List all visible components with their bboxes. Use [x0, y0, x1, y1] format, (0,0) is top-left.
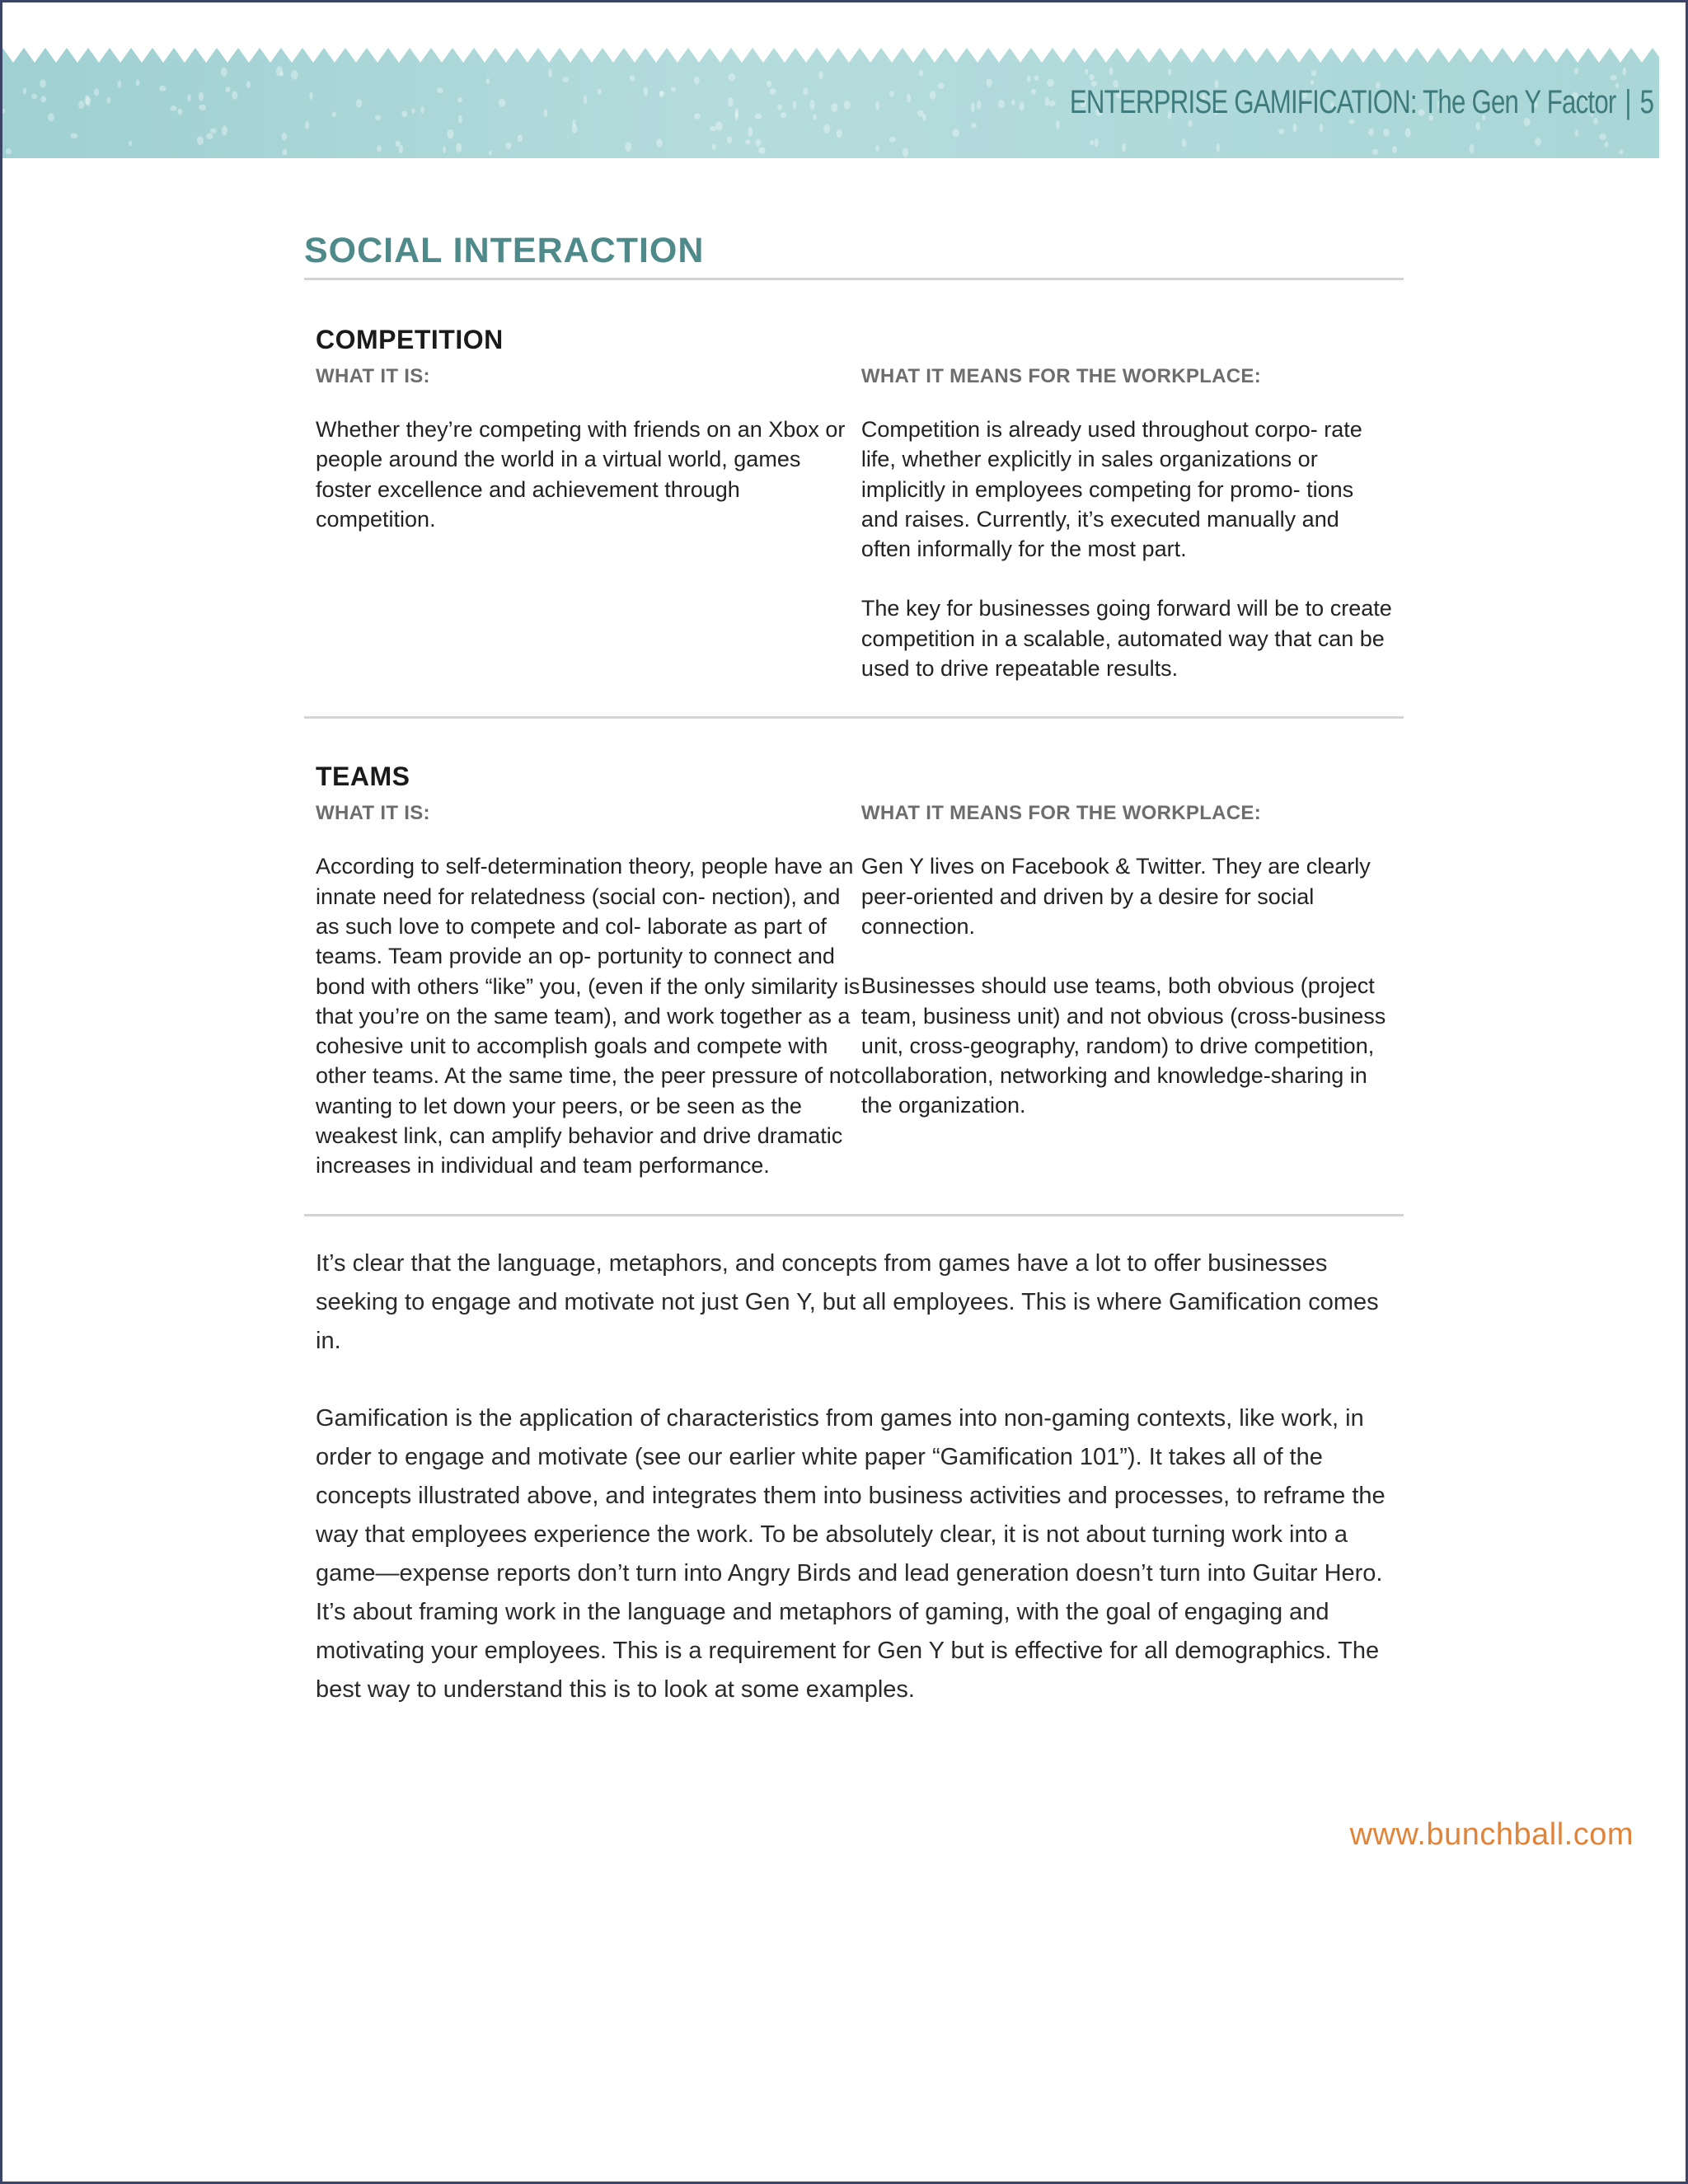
body-text — [304, 1216, 1404, 1709]
speckle-dot — [919, 69, 924, 76]
speckle-dot — [659, 91, 665, 96]
speckle-dot — [1574, 68, 1579, 74]
speckle-dot — [729, 73, 736, 81]
speckle-dot — [1311, 70, 1316, 77]
speckle-dot — [671, 87, 676, 91]
speckle-dot — [1109, 67, 1114, 75]
speckle-dot — [1611, 75, 1617, 80]
speckle-dot — [694, 77, 700, 85]
running-head — [1070, 84, 1653, 121]
speckle-dot — [1188, 120, 1192, 127]
speckle-dot — [630, 75, 635, 81]
speckle-dot — [1623, 68, 1626, 76]
speckle-dot — [23, 88, 27, 95]
body-paragraph: Gamification is the application of characteristics from games into non-gaming contexts, like work, in order to engage and motivate (see our earlier white paper “Gamification 101”). It takes all of the concepts illustrated above, and integrates them into business activities and processes, to reframe the way that employees experience the work. To be absolutely clear, it is not about turning work into a game—expense reports don’t turn into Angry Birds and lead generation doesn’t turn into Guitar Hero. It’s about framing work in the language and metaphors of gaming, with the goal of engaging and motivating your employees. This is a requirement for Gen Y but is effective for all demographics. The best way to understand this is to look at some examples. — [316, 1404, 1386, 1703]
speckle-dot — [94, 88, 99, 96]
speckle-dot — [694, 113, 700, 120]
speckle-dot — [1089, 74, 1094, 80]
speckle-dot — [1090, 140, 1094, 146]
speckle-dot — [1047, 79, 1054, 87]
speckle-dot — [1604, 142, 1608, 148]
what-it-is-column — [316, 355, 861, 683]
footer-url-link[interactable]: www.bunchball.com — [1349, 1817, 1634, 1852]
speckle-dot — [903, 148, 908, 157]
paragraph: Competition is already used throughout corpo- rate life, whether explicitly in sales organizations or implicitly in employees competing for promo- tions and raises. Currently, it’s executed manually and often informally for the most part. — [860, 417, 1362, 562]
speckle-dot — [505, 143, 511, 149]
section-title: SOCIAL INTERACTION — [304, 223, 1404, 280]
speckle-dot — [748, 127, 753, 137]
speckle-dot — [803, 88, 808, 96]
speckle-dot — [489, 151, 492, 156]
speckle-dot — [563, 77, 569, 82]
speckle-dot — [1293, 124, 1297, 132]
speckle-dot — [1011, 100, 1015, 105]
speckle-dot — [1575, 130, 1578, 137]
speckle-dot — [187, 95, 191, 101]
speckle-dot — [844, 101, 851, 110]
column-text — [861, 415, 1392, 683]
speckle-dot — [755, 114, 762, 120]
column-label: WHAT IT MEANS FOR THE WORKPLACE: — [860, 802, 1262, 825]
speckle-dot — [971, 102, 974, 112]
paragraph: Businesses should use teams, both obvious (project team, business unit) and not obvious (cross-business unit, cross-geography, random) to drive competition, collaboration, networking and knowledge-sharing in the organization. — [860, 973, 1386, 1118]
speckle-dot — [85, 95, 90, 105]
speckle-dot — [917, 110, 924, 116]
speckle-dot — [457, 97, 462, 103]
speckle-dot — [377, 145, 382, 152]
speckle-dot — [831, 103, 837, 111]
speckle-dot — [305, 121, 309, 129]
speckle-dot — [221, 68, 227, 77]
speckle-dot — [401, 111, 407, 117]
speckle-dot — [1085, 68, 1088, 74]
body-paragraph: It’s clear that the language, metaphors, and concepts from games have a lot to offer businesses seeking to engage and motivate not just Gen Y, but all employees. This is where Gamification comes in. — [316, 1249, 1379, 1354]
speckle-dot — [1168, 69, 1172, 76]
speckle-dot — [1320, 124, 1323, 132]
topic-title: TEAMS — [316, 762, 410, 792]
speckle-dot — [118, 80, 121, 88]
topic-competition — [304, 280, 1404, 716]
speckle-dot — [40, 96, 46, 102]
speckle-dot — [282, 149, 287, 155]
speckle-dot — [987, 78, 992, 87]
topic-title: COMPETITION — [316, 325, 504, 354]
speckle-dot — [793, 101, 796, 110]
speckle-dot — [420, 106, 424, 114]
speckle-dot — [889, 137, 896, 143]
speckle-dot — [818, 72, 823, 79]
speckle-dot — [331, 112, 336, 117]
speckle-dot — [1031, 89, 1036, 95]
speckle-dot — [1383, 129, 1389, 137]
speckle-dot — [952, 129, 959, 137]
speckle-dot — [1182, 138, 1187, 147]
speckle-dot — [486, 78, 490, 84]
speckle-dot — [276, 66, 283, 76]
speckle-dot — [1368, 129, 1374, 136]
speckle-dot — [625, 142, 631, 152]
speckle-dot — [31, 94, 37, 99]
speckle-dot — [136, 79, 140, 86]
what-it-is-column — [316, 792, 861, 1180]
speckle-dot — [1049, 101, 1056, 106]
speckle-dot — [48, 113, 54, 121]
page-content — [304, 223, 1404, 1748]
speckle-dot — [1470, 144, 1475, 154]
speckle-dot — [458, 115, 462, 123]
speckle-dot — [1619, 149, 1623, 154]
topic-teams — [304, 719, 1404, 1213]
speckle-dot — [1027, 76, 1030, 82]
workplace-column — [861, 792, 1392, 1180]
speckle-dot — [499, 99, 506, 107]
speckle-dot — [972, 123, 977, 129]
speckle-dot — [715, 122, 723, 131]
speckle-dot — [813, 114, 817, 120]
speckle-dot — [1392, 146, 1397, 153]
speckle-dot — [781, 112, 786, 118]
document-title: ENTERPRISE GAMIFICATION: The Gen Y Factor — [1069, 84, 1616, 120]
speckle-dot — [1405, 128, 1411, 137]
speckle-dot — [930, 91, 936, 100]
speckle-dot — [728, 97, 734, 106]
speckle-dot — [998, 100, 1005, 108]
speckle-dot — [823, 124, 830, 134]
speckle-dot — [977, 101, 981, 110]
paragraph: The key for businesses going forward will be to create competition in a scalable, automated way that can be used to drive repeatable results. — [860, 596, 1392, 682]
speckle-dot — [411, 108, 415, 114]
speckle-dot — [756, 139, 762, 147]
speckle-dot — [1056, 120, 1060, 129]
speckle-dot — [584, 95, 587, 105]
speckle-dot — [399, 145, 403, 153]
speckle-dot — [777, 105, 782, 110]
speckle-dot — [1019, 102, 1024, 111]
speckle-dot — [767, 81, 771, 87]
speckle-dot — [1372, 149, 1379, 155]
speckle-dot — [907, 94, 911, 103]
speckle-dot — [745, 139, 750, 145]
header-separator: | — [1625, 84, 1631, 120]
column-label: WHAT IT MEANS FOR THE WORKPLACE: — [860, 365, 1262, 387]
speckle-dot — [544, 109, 547, 117]
speckle-dot — [837, 129, 842, 138]
speckle-dot — [437, 87, 443, 93]
speckle-dot — [447, 129, 453, 139]
speckle-dot — [809, 100, 814, 110]
speckle-dot — [770, 88, 776, 95]
speckle-dot — [171, 105, 177, 110]
speckle-dot — [727, 137, 732, 144]
speckle-dot — [199, 91, 204, 101]
speckle-dot — [356, 99, 362, 107]
speckle-dot — [572, 124, 578, 134]
column-label: WHAT IT IS: — [316, 365, 430, 387]
paragraph: According to self-determination theory, people have an innate need for relatedness (social con- nection), and as such love to compete and col- laborate as part of teams. Team provide an op- portunity to connect and bond with others “like” you, (even if the only similarity is that you’re on the same team), and work together as a cohesive unit to accomplish goals and compete with other teams. At the same time, the peer pressure of not wanting to let down your peers, or be seen as the weakest link, can amplify behavior and drive dramatic increases in individual and team performance. — [316, 854, 860, 1179]
speckle-dot — [598, 89, 602, 95]
column-label: WHAT IT IS: — [316, 802, 430, 825]
speckle-dot — [281, 133, 287, 141]
speckle-dot — [889, 91, 894, 96]
speckle-dot — [1095, 138, 1099, 148]
speckle-dot — [1034, 75, 1039, 81]
speckle-dot — [291, 70, 298, 80]
speckle-dot — [456, 143, 462, 152]
speckle-dot — [159, 86, 166, 91]
speckle-dot — [206, 134, 213, 140]
column-text — [861, 851, 1392, 1120]
speckle-dot — [875, 145, 879, 152]
speckle-dot — [78, 101, 84, 109]
page-number: 5 — [1639, 84, 1653, 120]
column-text — [316, 415, 861, 534]
speckle-dot — [875, 101, 879, 110]
workplace-column — [861, 355, 1392, 683]
speckle-dot — [129, 141, 132, 146]
speckle-dot — [309, 92, 312, 101]
speckle-dot — [177, 109, 182, 115]
speckle-dot — [225, 87, 230, 92]
speckle-dot — [938, 82, 945, 89]
speckle-dot — [1278, 129, 1284, 134]
speckle-dot — [197, 136, 204, 145]
speckle-dot — [1475, 122, 1480, 130]
speckle-dot — [758, 148, 765, 154]
paragraph: Gen Y lives on Facebook & Twitter. They are clearly peer-oriented and driven by a desire for social connection. — [860, 854, 1371, 939]
speckle-dot — [735, 112, 738, 121]
topic-columns — [316, 792, 1392, 1180]
speckle-dot — [2, 109, 5, 114]
speckle-dot — [106, 97, 110, 104]
paragraph: Whether they’re competing with friends on an Xbox or people around the world in a virtual world, games foster excellence and achievement through competition. — [316, 417, 846, 532]
speckle-dot — [375, 115, 381, 120]
speckle-dot — [6, 148, 12, 154]
speckle-dot — [210, 129, 217, 134]
speckle-dot — [518, 134, 523, 142]
speckle-dot — [1599, 134, 1606, 139]
speckle-dot — [246, 81, 251, 88]
speckle-dot — [40, 79, 46, 87]
speckle-dot — [712, 144, 716, 150]
speckle-dot — [548, 69, 551, 77]
speckle-dot — [1122, 143, 1126, 152]
speckle-dot — [643, 87, 648, 96]
column-text — [316, 851, 861, 1180]
speckle-dot — [70, 133, 77, 138]
speckle-dot — [199, 105, 206, 110]
speckle-dot — [1535, 138, 1541, 146]
speckle-dot — [656, 138, 663, 147]
speckle-dot — [443, 147, 446, 153]
speckle-dot — [222, 126, 227, 136]
speckle-dot — [1045, 96, 1049, 106]
topic-columns — [316, 355, 1392, 683]
speckle-dot — [1217, 143, 1220, 152]
speckle-dot — [232, 91, 237, 100]
speckle-dot — [710, 126, 716, 132]
